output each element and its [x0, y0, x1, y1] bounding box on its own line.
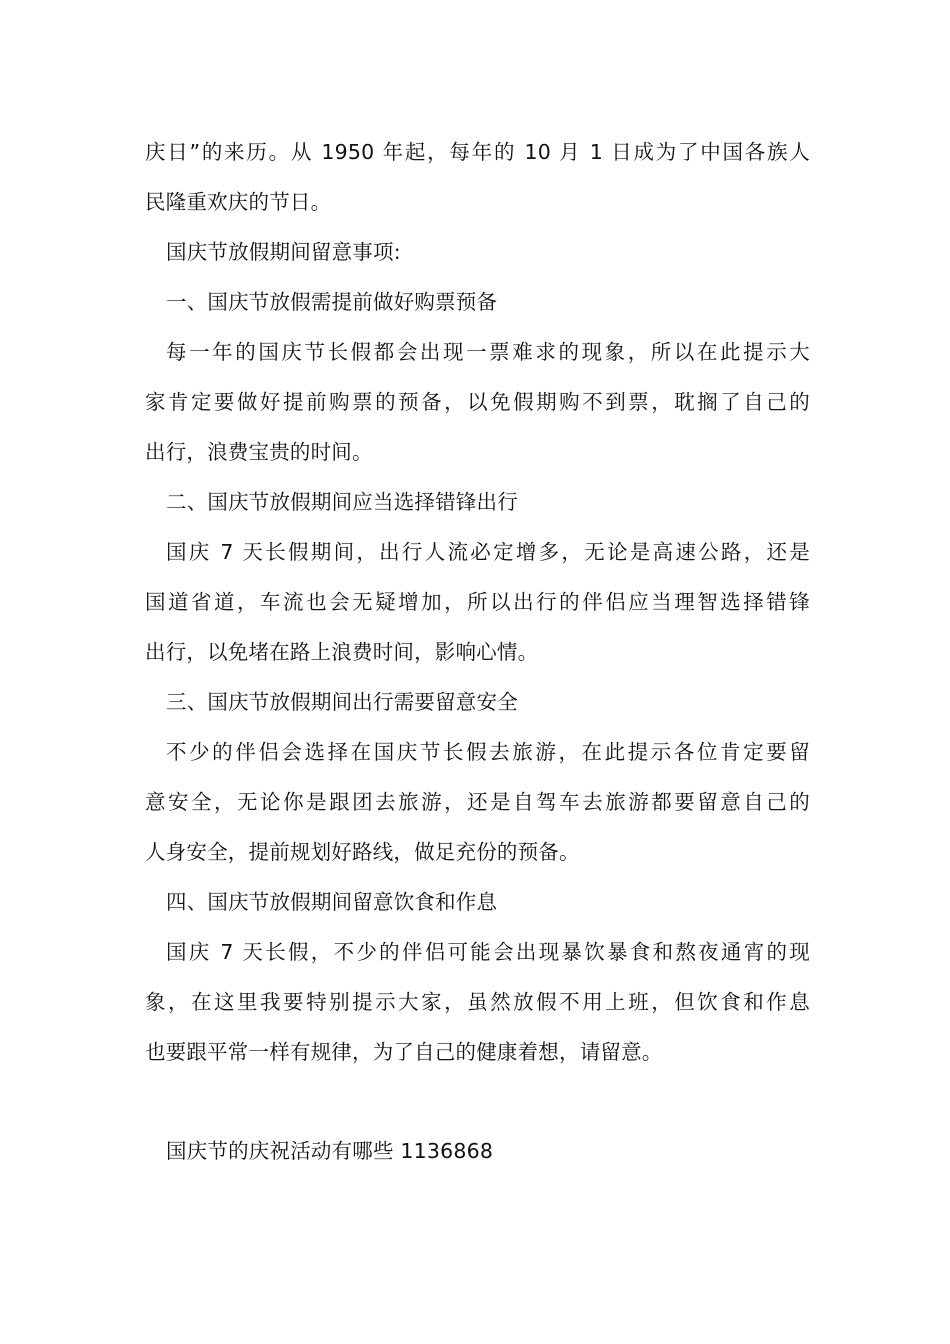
document-body: [145, 127, 810, 1176]
section-heading-2: 二、国庆节放假期间应当选择错锋出行: [166, 490, 518, 514]
paragraph-line: 国庆 7 天长假期间，出行人流必定增多，无论是高速公路，还是: [166, 540, 810, 564]
paragraph-line: 不少的伴侣会选择在国庆节长假去旅游，在此提示各位肯定要留: [166, 740, 810, 764]
paragraph-line: 也要跟平常一样有规律，为了自己的健康着想，请留意。: [145, 1040, 663, 1064]
section-heading-4: 四、国庆节放假期间留意饮食和作息: [166, 890, 498, 914]
paragraph-line: 人身安全，提前规划好路线，做足充份的预备。: [145, 840, 580, 864]
paragraph-line: 庆日”的来历。从 1950 年起，每年的 10 月 1 日成为了中国各族人: [145, 140, 810, 164]
paragraph-line: 国庆 7 天长假，不少的伴侣可能会出现暴饮暴食和熬夜通宵的现: [166, 940, 810, 964]
article-title: 国庆节的庆祝活动有哪些 1136868: [166, 1139, 494, 1163]
paragraph-line: 出行，以免堵在路上浪费时间，影响心情。: [145, 640, 539, 664]
paragraph-line: 出行，浪费宝贵的时间。: [145, 440, 373, 464]
paragraph-line: 国道省道，车流也会无疑增加，所以出行的伴侣应当理智选择错锋: [145, 590, 810, 614]
paragraph-line: 家肯定要做好提前购票的预备，以免假期购不到票，耽搁了自己的: [145, 390, 810, 414]
paragraph-line: 象，在这里我要特别提示大家，虽然放假不用上班，但饮食和作息: [145, 990, 810, 1014]
paragraph-line: 民隆重欢庆的节日。: [145, 190, 332, 214]
section-intro-heading: 国庆节放假期间留意事项:: [166, 240, 401, 264]
blank-line: [145, 1077, 810, 1126]
paragraph-line: 每一年的国庆节长假都会出现一票难求的现象，所以在此提示大: [166, 340, 810, 364]
section-heading-3: 三、国庆节放假期间出行需要留意安全: [166, 690, 518, 714]
section-heading-1: 一、国庆节放假需提前做好购票预备: [166, 290, 498, 314]
paragraph-line: 意安全，无论你是跟团去旅游，还是自驾车去旅游都要留意自己的: [145, 790, 810, 814]
